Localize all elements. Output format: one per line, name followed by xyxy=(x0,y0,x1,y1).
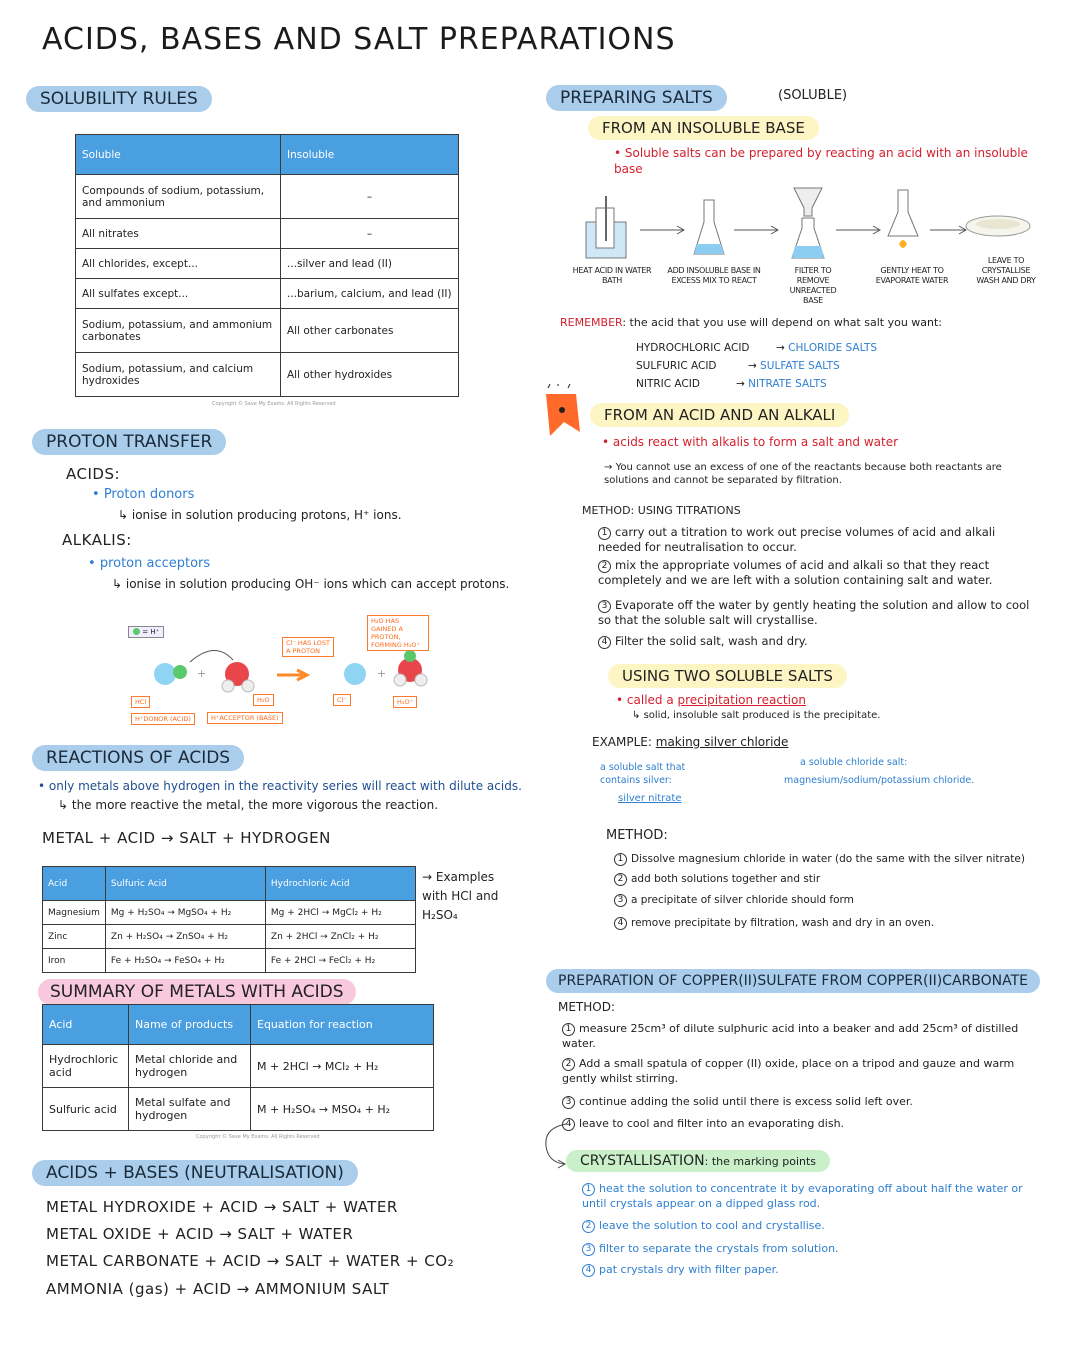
step-number-icon: 3 xyxy=(614,894,627,907)
right-note: a soluble chloride salt: xyxy=(800,757,908,768)
crystallisation-step-text: pat crystals dry with filter paper. xyxy=(599,1263,779,1276)
crystallisation-line xyxy=(566,1150,830,1172)
copyright-note: Copyright © Save My Exams. All Rights Reserved xyxy=(196,1134,320,1140)
hcl-label: HCl xyxy=(131,696,150,708)
step-number-icon: 4 xyxy=(614,917,627,930)
copper-step xyxy=(562,1056,1036,1086)
chlorine-atom-icon xyxy=(154,663,176,685)
table-cell: Zn + H₂SO₄ → ZnSO₄ + H₂ xyxy=(105,925,265,949)
reactions-sub: ↳ the more reactive the metal, the more vigorous the reaction. xyxy=(58,798,439,812)
remember-text: : the acid that you use will depend on what salt you want: xyxy=(622,316,943,329)
arrow-icon xyxy=(930,226,966,234)
reactions-equation: METAL + ACID → SALT + HYDROGEN xyxy=(42,829,331,847)
acid-salt-pair: SULFURIC ACID → SULFATE SALTS xyxy=(636,357,877,375)
hydrogen-atom-icon xyxy=(415,674,427,686)
solution-fill xyxy=(694,244,724,254)
acid-name: SULFURIC ACID xyxy=(636,360,717,372)
alkalis-sub-text: ionise in solution producing OH⁻ ions which can accept protons. xyxy=(125,577,510,591)
table-cell: M + H₂SO₄ → MSO₄ + H₂ xyxy=(251,1088,434,1131)
acid-name: NITRIC ACID xyxy=(636,378,700,390)
crystallisation-label: CRYSTALLISATION xyxy=(580,1153,705,1169)
table-cell: All other hydroxides xyxy=(281,353,459,397)
titration-step-text: carry out a titration to work out precise volumes of acid and alkali needed for neutralisation to occur. xyxy=(598,525,996,554)
neutralisation-line: METAL CARBONATE + ACID → SALT + WATER + CO₂ xyxy=(46,1252,455,1270)
precipitation-step-text: add both solutions together and stir xyxy=(631,873,821,885)
table-cell: Hydrochloric acid xyxy=(43,1045,129,1088)
table-cell: – xyxy=(281,175,459,219)
reactions-side-note: → Examples with HCl and H₂SO₄ xyxy=(422,870,499,922)
funnel-icon xyxy=(794,188,822,216)
filtrate-fill xyxy=(792,246,824,258)
proton-transfer-diagram xyxy=(125,612,445,732)
page-title: ACIDS, BASES AND SALT PREPARATIONS xyxy=(42,22,676,57)
neutralisation-line: METAL HYDROXIDE + ACID → SALT + WATER xyxy=(46,1198,398,1216)
example-line xyxy=(592,734,788,750)
left-note: a soluble salt that contains silver: xyxy=(600,762,686,786)
step-number-icon: 3 xyxy=(598,600,611,613)
donor-label: H⁺DONOR (ACID) xyxy=(131,713,195,725)
table-cell: All chlorides, except... xyxy=(76,249,281,279)
reactions-header: Sulfuric Acid xyxy=(105,867,265,901)
step-number-icon: 2 xyxy=(598,560,611,573)
titration-step xyxy=(598,558,1046,588)
alkalis-sub: ↳ ionise in solution producing OH⁻ ions which can accept protons. xyxy=(112,577,510,591)
table-cell: Fe + 2HCl → FeCl₂ + H₂ xyxy=(265,949,415,973)
table-cell: All sulfates except... xyxy=(76,279,281,309)
hydrogen-atom-icon xyxy=(242,680,254,692)
titration-step xyxy=(598,598,1038,628)
table-cell: Fe + H₂SO₄ → FeSO₄ + H₂ xyxy=(105,949,265,973)
summary-header: Equation for reaction xyxy=(251,1005,434,1045)
precipitation-sub: ↳ solid, insoluble salt produced is the precipitate. xyxy=(632,710,881,721)
precipitation-step-text: remove precipitate by filtration, wash and dry in an oven. xyxy=(631,917,935,929)
reactions-header: Hydrochloric Acid xyxy=(265,867,415,901)
step-number-icon: 2 xyxy=(614,873,627,886)
step-number-icon: 1 xyxy=(562,1023,575,1036)
table-cell: Compounds of sodium, potassium, and ammonium xyxy=(76,175,281,219)
precipitation-step xyxy=(614,852,1044,867)
table-cell: ...silver and lead (II) xyxy=(281,249,459,279)
alkalis-label: ALKALIS: xyxy=(62,531,132,549)
hydrogen-atom-icon xyxy=(394,674,406,686)
table-cell: Metal sulfate and hydrogen xyxy=(129,1088,251,1131)
apparatus-caption: LEAVE TO CRYSTALLISE WASH AND DRY xyxy=(976,256,1036,285)
copper-step-text: continue adding the solid until there is excess solid left over. xyxy=(579,1095,913,1108)
apparatus-caption: HEAT ACID IN WATER BATH xyxy=(572,266,652,285)
apparatus-caption: FILTER TO REMOVE UNREACTED BASE xyxy=(789,266,837,305)
titration-step-text: Evaporate off the water by gently heating the solution and allow to cool so that the soluble salt will crystallise. xyxy=(598,598,1030,627)
titration-step-text: Filter the solid salt, wash and dry. xyxy=(615,634,808,648)
plus-sign-right: + xyxy=(377,667,387,680)
precipitation-sub-text: solid, insoluble salt produced is the precipitate. xyxy=(643,710,881,721)
preparing-heading: PREPARING SALTS xyxy=(546,85,727,111)
acid-name: HYDROCHLORIC ACID xyxy=(636,342,750,354)
insoluble-base-point: • Soluble salts can be prepared by reacting an acid with an insoluble base xyxy=(614,146,1028,176)
cl-lost-label: Cl⁻ HAS LOST A PROTON xyxy=(282,637,334,657)
step-number-icon: 2 xyxy=(582,1220,595,1233)
table-cell: Mg + H₂SO₄ → MgSO₄ + H₂ xyxy=(105,901,265,925)
table-cell: All nitrates xyxy=(76,219,281,249)
hydrogen-atom-icon xyxy=(222,680,234,692)
arrow-icon xyxy=(734,226,778,234)
summary-table xyxy=(42,1004,434,1131)
copper-step xyxy=(562,1116,1036,1131)
hydrogen-atom-icon xyxy=(404,650,416,662)
acids-label: ACIDS: xyxy=(66,465,121,483)
table-cell: – xyxy=(281,219,459,249)
neutralisation-line: METAL OXIDE + ACID → SALT + WATER xyxy=(46,1225,354,1243)
precipitation-pre: called a xyxy=(626,693,678,707)
summary-header: Name of products xyxy=(129,1005,251,1045)
step-number-icon: 2 xyxy=(562,1058,575,1071)
acid-salt-pairs xyxy=(636,339,877,393)
preparing-note: (SOLUBLE) xyxy=(778,88,848,103)
plus-sign-left: + xyxy=(197,667,207,680)
table-cell: Sodium, potassium, and calcium hydroxides xyxy=(76,353,281,397)
step-number-icon: 1 xyxy=(582,1183,595,1196)
salt-name: SULFATE SALTS xyxy=(760,360,840,372)
step-number-icon: 3 xyxy=(562,1096,575,1109)
copper-method-label: METHOD: xyxy=(558,1000,616,1014)
solubility-header-soluble: Soluble xyxy=(76,135,281,175)
neutralisation-line: AMMONIA (gas) + ACID → AMMONIUM SALT xyxy=(46,1280,390,1298)
precipitation-step xyxy=(614,916,1044,931)
summary-heading: SUMMARY OF METALS WITH ACIDS xyxy=(38,979,356,1005)
step-number-icon: 3 xyxy=(582,1243,595,1256)
acid-alkali-note-text: You cannot use an excess of one of the reactants because both reactants are solutions and cannot be separated by filtration. xyxy=(604,462,1002,486)
crystallisation-step xyxy=(582,1262,1034,1277)
crystallisation-step-text: leave the solution to cool and crystallise. xyxy=(599,1219,825,1232)
titration-step xyxy=(598,634,1038,649)
step-number-icon: 4 xyxy=(582,1264,595,1277)
solubility-header-insoluble: Insoluble xyxy=(281,135,459,175)
step-number-icon: 4 xyxy=(598,636,611,649)
copper-step xyxy=(562,1021,1036,1051)
solubility-table xyxy=(75,134,459,397)
copper-step-text: leave to cool and filter into an evaporating dish. xyxy=(579,1117,845,1130)
table-cell: Zinc xyxy=(43,925,106,949)
table-cell: Zn + 2HCl → ZnCl₂ + H₂ xyxy=(265,925,415,949)
acids-sub: ↳ ionise in solution producing protons, H⁺ ions. xyxy=(118,508,402,522)
precipitation-step-text: Dissolve magnesium chloride in water (do the same with the silver nitrate) xyxy=(631,853,1025,865)
chlorine-ion-icon xyxy=(344,663,366,685)
table-cell: All other carbonates xyxy=(281,309,459,353)
salt-name: CHLORIDE SALTS xyxy=(788,342,878,354)
precipitation-em: precipitation reaction xyxy=(677,693,806,707)
summary-header: Acid xyxy=(43,1005,129,1045)
alkalis-point-text: proton acceptors xyxy=(99,556,211,571)
crystallisation-note: : the marking points xyxy=(704,1155,817,1168)
precipitation-step-text: a precipitate of silver chloride should form xyxy=(631,894,854,906)
neutralisation-heading: ACIDS + BASES (NEUTRALISATION) xyxy=(32,1160,358,1186)
crystallisation-step-text: heat the solution to concentrate it by evaporating off about half the water or until crystals appear on a dipped glass rod. xyxy=(582,1182,1023,1210)
reactions-heading: REACTIONS OF ACIDS xyxy=(32,745,244,771)
titration-step-text: mix the appropriate volumes of acid and alkali so that they react completely and we are left with a solution containing salt and water. xyxy=(598,558,993,587)
precipitation-point: • called a precipitation reaction xyxy=(616,693,806,707)
crystals-icon xyxy=(976,219,1020,229)
step-number-icon: 1 xyxy=(598,527,611,540)
left-item: silver nitrate xyxy=(618,793,682,804)
insoluble-base-heading: FROM AN INSOLUBLE BASE xyxy=(588,116,819,140)
legend-text: = H⁺ xyxy=(142,628,160,636)
acids-point: • Proton donors xyxy=(92,487,195,502)
reactions-point: • only metals above hydrogen in the reactivity series will react with dilute acids. xyxy=(38,779,522,793)
apparatus-caption: GENTLY HEAT TO EVAPORATE WATER xyxy=(875,266,949,285)
reactions-point-text: only metals above hydrogen in the reactivity series will react with dilute acids. xyxy=(48,779,522,793)
table-cell: M + 2HCl → MCl₂ + H₂ xyxy=(251,1045,434,1088)
proton-transfer-heading: PROTON TRANSFER xyxy=(32,429,226,455)
bookmark-icon xyxy=(538,384,588,444)
example-label: EXAMPLE: xyxy=(592,735,652,749)
crystallisation-step xyxy=(582,1241,1034,1256)
precipitation-step xyxy=(614,872,1044,887)
copper-heading: PREPARATION OF COPPER(II)SULFATE FROM COPPER(II)CARBONATE xyxy=(546,969,1040,993)
step-number-icon: 4 xyxy=(562,1118,575,1131)
step-number-icon: 1 xyxy=(614,853,627,866)
transfer-arrow-icon xyxy=(190,650,233,662)
precipitation-step xyxy=(614,893,1044,908)
titration-step xyxy=(598,525,1038,555)
remember-line xyxy=(560,315,1030,331)
right-item: magnesium/sodium/potassium chloride. xyxy=(784,775,975,786)
crystallisation-step xyxy=(582,1181,1034,1211)
hydrogen-atom-icon xyxy=(173,665,187,679)
two-soluble-heading: USING TWO SOLUBLE SALTS xyxy=(608,664,847,688)
salt-name: NITRATE SALTS xyxy=(748,378,827,390)
acids-sub-text: ionise in solution producing protons, H⁺ ions. xyxy=(131,508,402,522)
solubility-heading: SOLUBILITY RULES xyxy=(26,86,212,112)
acid-alkali-note: → You cannot use an excess of one of the reactants because both reactants are solutions and cannot be separated by filtration. xyxy=(604,462,1002,486)
insoluble-base-point-text: Soluble salts can be prepared by reacting an acid with an insoluble base xyxy=(614,146,1028,176)
arrow-icon xyxy=(277,670,307,680)
acid-alkali-point-text: acids react with alkalis to form a salt and water xyxy=(612,435,899,449)
acid-salt-pair: NITRIC ACID → NITRATE SALTS xyxy=(636,375,877,393)
example-text: making silver chloride xyxy=(655,735,789,749)
acid-alkali-point: • acids react with alkalis to form a salt and water xyxy=(602,435,899,449)
arrow-icon xyxy=(836,226,880,234)
reactions-header: Acid xyxy=(43,867,106,901)
table-cell: Iron xyxy=(43,949,106,973)
precipitation-method-label: METHOD: xyxy=(606,828,668,843)
alkalis-point: • proton acceptors xyxy=(88,556,211,571)
h2o-gained-label: H₂O HAS GAINED A PROTON, FORMING H₃O⁺ xyxy=(367,615,429,651)
apparatus-svg xyxy=(578,186,1038,266)
acid-salt-pair: HYDROCHLORIC ACID → CHLORIDE SALTS xyxy=(636,339,877,357)
h3o-label: H₃O⁺ xyxy=(393,696,417,708)
copper-step-text: Add a small spatula of copper (II) oxide, place on a tripod and gauze and warm gently whilst stirring. xyxy=(562,1057,1015,1085)
crystallisation-step xyxy=(582,1218,1034,1233)
remember-label: REMEMBER xyxy=(560,316,623,329)
table-cell: Sodium, potassium, and ammonium carbonates xyxy=(76,309,281,353)
table-cell: Mg + 2HCl → MgCl₂ + H₂ xyxy=(265,901,415,925)
table-cell: Sulfuric acid xyxy=(43,1088,129,1131)
h2o-label: H₂O xyxy=(253,694,274,706)
table-cell: ...barium, calcium, and lead (II) xyxy=(281,279,459,309)
cl-ion-label: Cl⁻ xyxy=(333,694,351,706)
apparatus-caption: ADD INSOLUBLE BASE IN EXCESS MIX TO REACT xyxy=(667,266,761,285)
acids-point-text: Proton donors xyxy=(103,487,195,502)
arrow-icon xyxy=(640,226,684,234)
titration-method-label: METHOD: USING TITRATIONS xyxy=(582,504,741,517)
copper-step-text: measure 25cm³ of dilute sulphuric acid into a beaker and add 25cm³ of distilled water. xyxy=(562,1022,1019,1050)
evaporating-flask-icon xyxy=(888,190,918,236)
reactions-sub-text: the more reactive the metal, the more vigorous the reaction. xyxy=(71,798,439,812)
table-cell: Magnesium xyxy=(43,901,106,925)
crystallisation-step-text: filter to separate the crystals from solution. xyxy=(599,1242,839,1255)
copyright-note: Copyright © Save My Exams. All Rights Reserved xyxy=(212,401,336,407)
reactions-table xyxy=(42,866,416,973)
acceptor-label: H⁺ACCEPTOR (BASE) xyxy=(207,712,283,724)
acid-alkali-heading: FROM AN ACID AND AN ALKALI xyxy=(590,403,849,427)
copper-step xyxy=(562,1094,1036,1109)
flame-icon xyxy=(899,240,907,248)
table-cell: Metal chloride and hydrogen xyxy=(129,1045,251,1088)
